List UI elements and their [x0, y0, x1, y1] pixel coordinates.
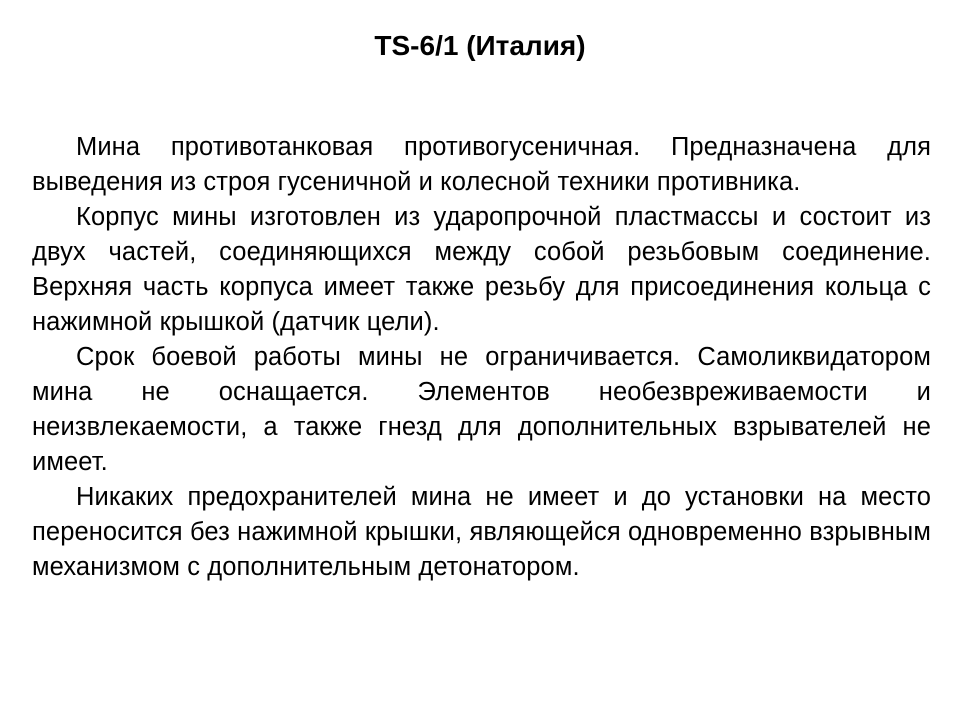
paragraph-body-construction: Корпус мины изготовлен из ударопрочной пластмассы и состоит из двух частей, соединяющихся между собой резьбовым соединение. Верхняя часть корпуса имеет также резьбу для присоединения кольца с нажимной крышкой (датчик цели).: [32, 203, 931, 336]
paragraph-purpose: Мина противотанковая противогусеничная. Предназначена для выведения из строя гусеничной и колесной техники противника.: [32, 133, 931, 196]
slide-body: [32, 130, 931, 585]
slide-title: TS-6/1 (Италия): [374, 30, 586, 61]
paragraph-service-life: Срок боевой работы мины не ограничивается. Самоликвидатором мина не оснащается. Элементов необезвреживаемости и неизвлекаемости, а также гнезд для дополнительных взрывателей не имеет.: [32, 343, 931, 476]
paragraph-safety: Никаких предохранителей мина не имеет и до установки на место переносится без нажимной крышки, являющейся одновременно взрывным механизмом с дополнительным детонатором.: [32, 483, 931, 581]
